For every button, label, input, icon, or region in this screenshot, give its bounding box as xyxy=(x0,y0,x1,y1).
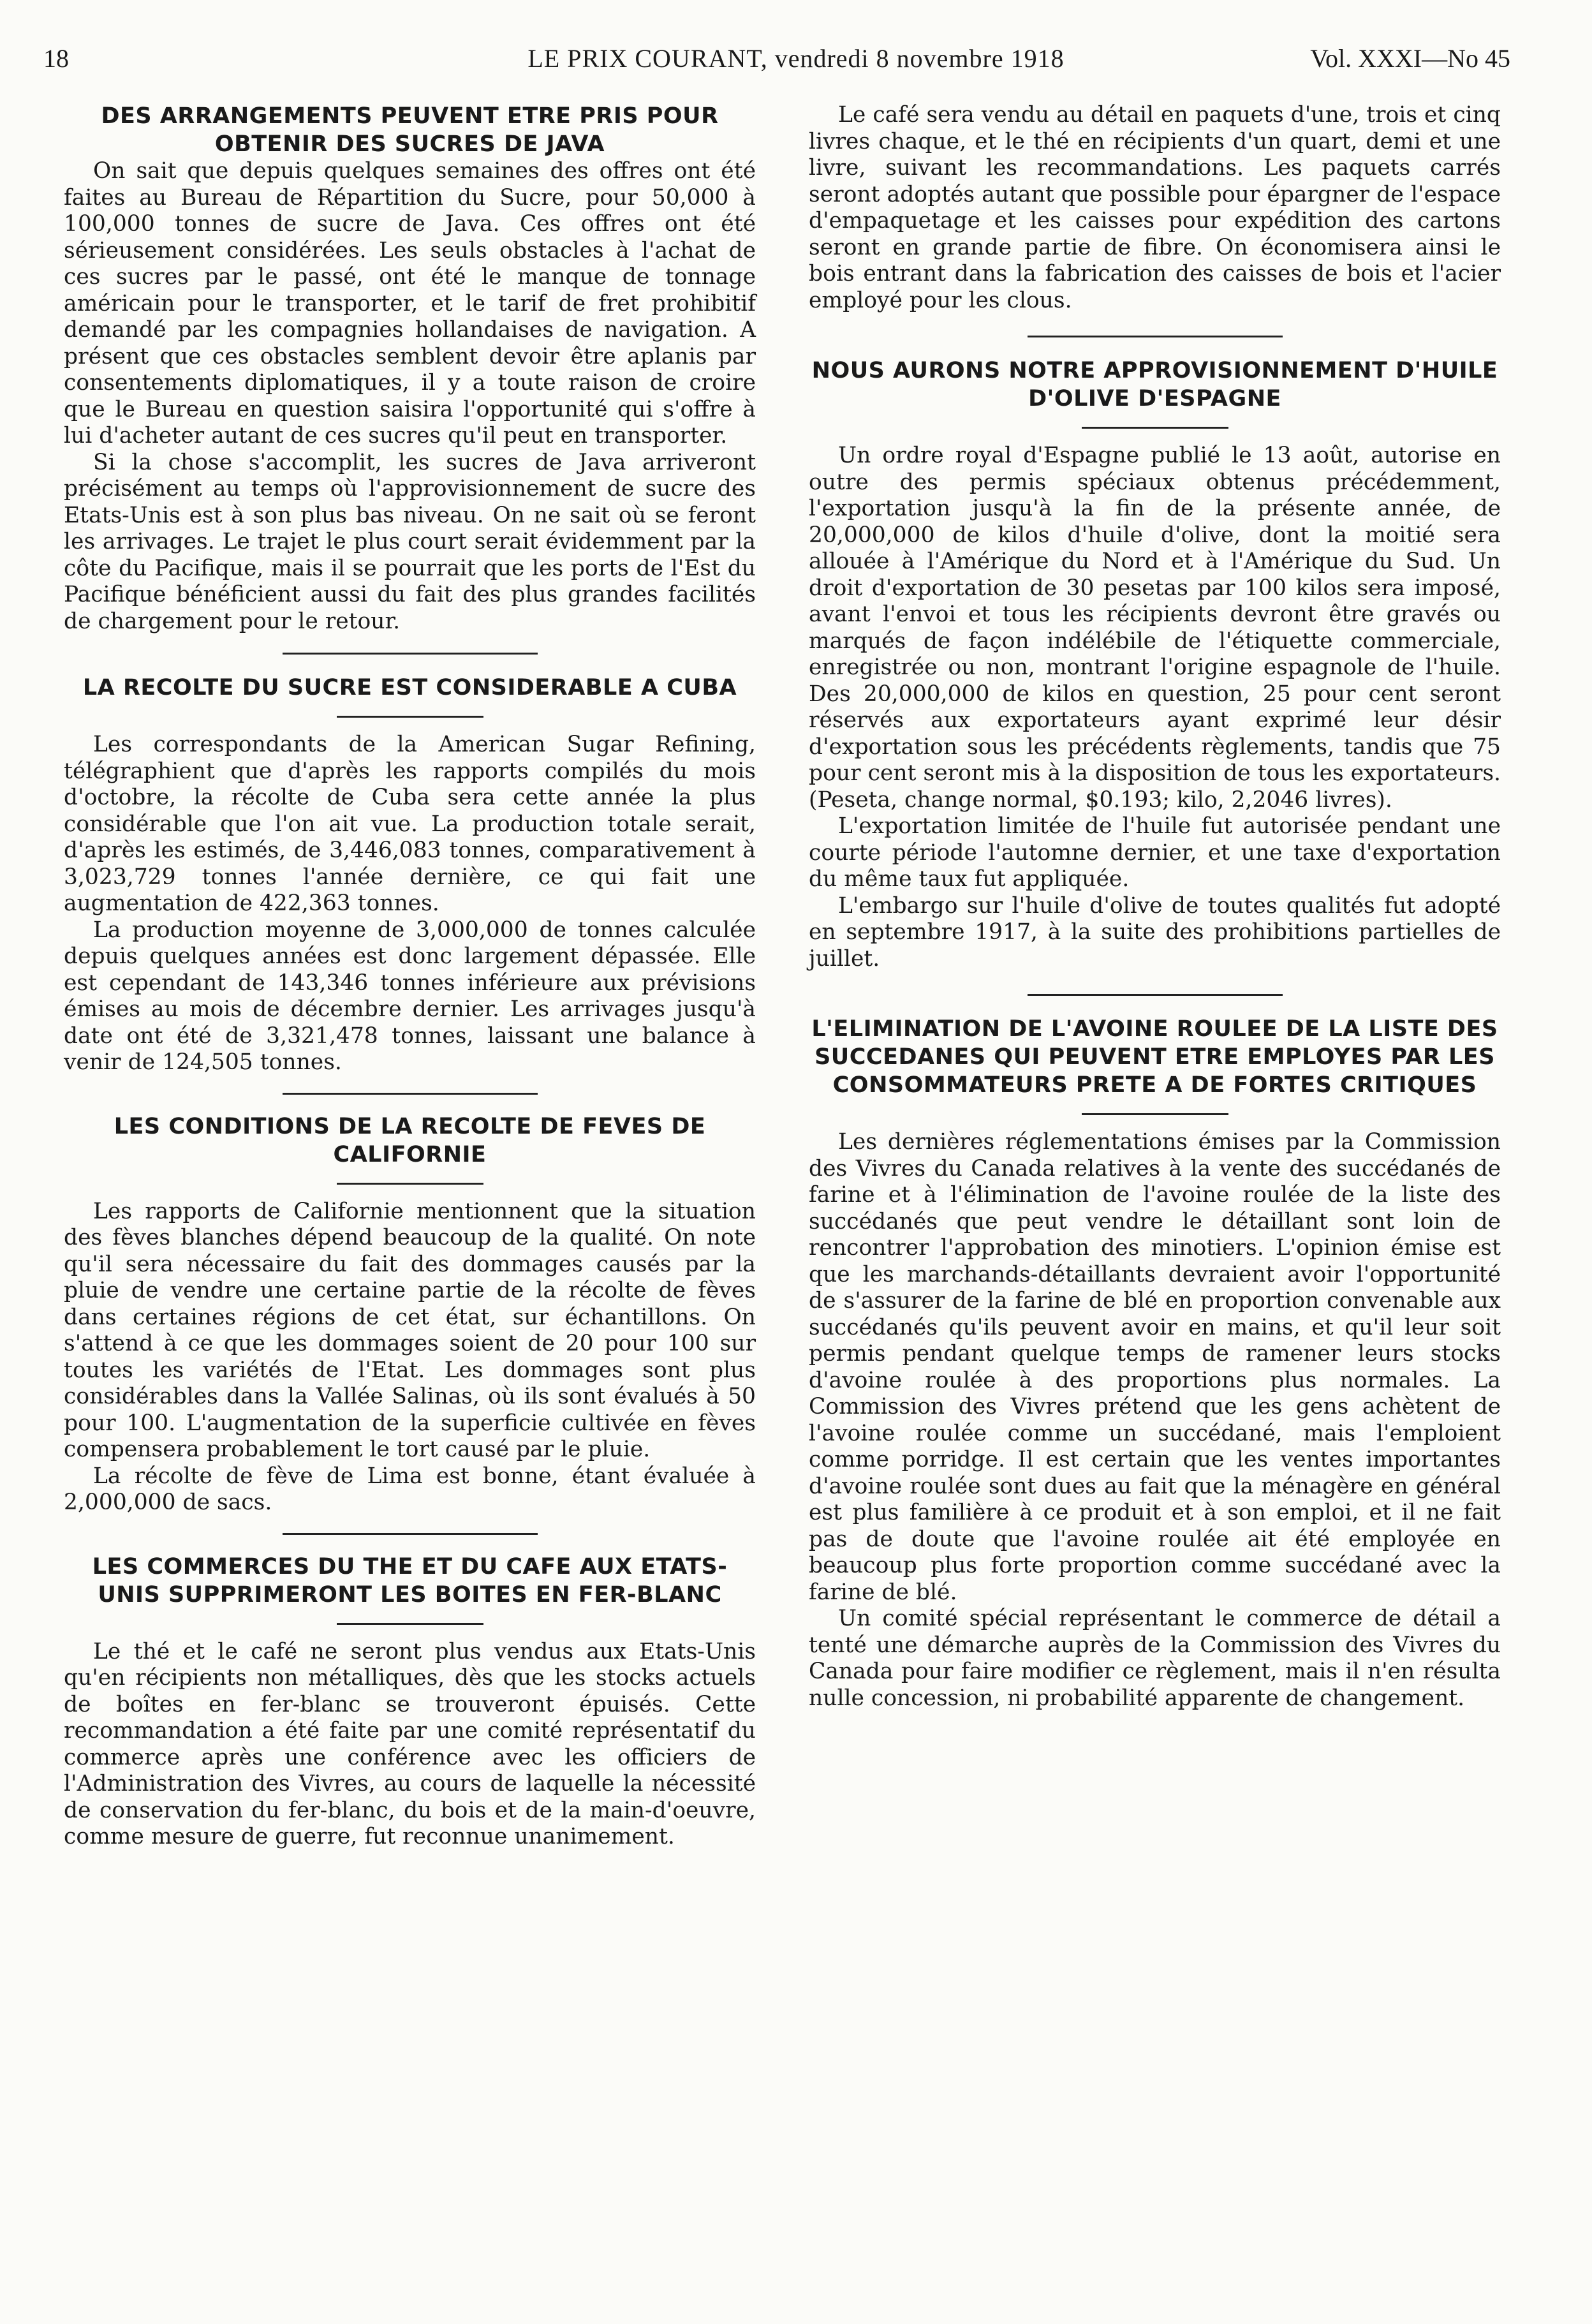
title-rule xyxy=(337,1183,483,1185)
article-paragraph: Un ordre royal d'Espagne publié le 13 août, autorise en outre des permis spéciaux obtenus précédemment, l'exportation jusqu'à la fin de la présente année, de 20,000,000 de kilos d'huile d'olive, dont la moitié sera allouée à l'Amérique du Nord et à l'Amérique du Sud. Un droit d'exportation de 30 pesetas par 100 kilos sera imposé, avant l'envoi et tous les récipients devront être gravés ou marqués de façon indélébile de l'étiquette commerciale, enregistrée ou non, montrant l'origine espagnole de l'huile. Des 20,000,000 de kilos en question, 25 pour cent seront réservés aux exportateurs ayant exprimé leur désir d'exportation sous les précédents règlements, tandis que 75 pour cent seront mis à la disposition de tous les exportateurs. (Peseta, change normal, $0.193; kilo, 2,2046 livres). xyxy=(809,443,1501,813)
article-paragraph: Les correspondants de la American Sugar Refining, télégraphient que d'après les rapports compilés du mois d'octobre, la récolte de Cuba sera cette année la plus considérable que l'on ait vue. La production totale serait, d'après les estimés, de 3,446,083 tonnes, comparativement à 3,023,729 tonnes l'année dernière, ce qui fait une augmentation de 422,363 tonnes. xyxy=(64,732,756,916)
article-paragraph: La récolte de fève de Lima est bonne, étant évaluée à 2,000,000 de sacs. xyxy=(64,1463,756,1515)
article-paragraph: Un comité spécial représentant le commerce de détail a tenté une démarche auprès de la Commission des Vivres du Canada pour faire modifier ce règlement, mais il n'en résulta nulle concession, ni probabilité apparente de changement. xyxy=(809,1606,1501,1711)
article-cuba xyxy=(64,674,756,1076)
article-paragraph: Le thé et le café ne seront plus vendus aux Etats-Unis qu'en récipients non métalliques, dès que les stocks actuels de boîtes en fer-blanc se trouveront épuisés. Cette recommandation a été faite par une comité représentatif du commerce après une conférence avec les officiers de l'Administration des Vivres, au cours de laquelle la nécessité de conservation du fer-blanc, du bois et de la main-d'oeuvre, comme mesure de guerre, fut reconnue unanimement. xyxy=(64,1638,756,1849)
article-title: L'ELIMINATION DE L'AVOINE ROULEE DE LA LISTE DES SUCCEDANES QUI PEUVENT ETRE EMPLOYES PAR LES CONSOMMATEURS PRETE A DE FORTES CRITIQUES xyxy=(811,1016,1498,1098)
article-paragraph: Les dernières réglementations émises par la Commission des Vivres du Canada relatives à la vente des succédanés de farine et à l'élimination de l'avoine roulée de la liste des succédanés que peut vendre le détaillant sont loin de rencontrer l'approbation des minotiers. L'opinion émise est que les marchands-détaillants devraient avoir l'opportunité de s'assurer de la farine de blé en proportion convenable aux succédanés qu'ils peuvent avoir en mains, et qu'il leur soit permis pendant quelque temps de ramener leurs stocks d'avoine roulée à des proportions plus normales. La Commission des Vivres prétend que les gens achètent de l'avoine roulée comme un succédané, mais l'emploient comme porridge. Il est certain que les ventes importantes d'avoine roulée sont dues au fait que la ménagère en général est plus familière à ce produit et à son emploi, et il ne fait pas de doute que l'avoine roulée ait été employée en beaucoup plus forte proportion comme succédané avec la farine de blé. xyxy=(809,1129,1501,1605)
divider xyxy=(283,1093,538,1095)
right-column xyxy=(809,102,1501,1712)
article-feves xyxy=(64,1113,756,1516)
article-title: LES COMMERCES DU THE ET DU CAFE AUX ETATS-UNIS SUPPRIMERONT LES BOITES EN FER-BLANC xyxy=(92,1553,728,1608)
divider xyxy=(1028,336,1283,337)
article-olive xyxy=(809,357,1501,972)
article-title: LES CONDITIONS DE LA RECOLTE DE FEVES DE CALIFORNIE xyxy=(114,1113,706,1167)
article-java xyxy=(64,102,756,635)
article-avoine xyxy=(809,1015,1501,1712)
article-paragraph: La production moyenne de 3,000,000 de tonnes calculée depuis quelques années est donc largement dépassée. Elle est cependant de 143,346 tonnes inférieure aux prévisions émises au mois de décembre dernier. Les arrivages jusqu'à date ont été de 3,321,478 tonnes, laissant une balance à venir de 124,505 tonnes. xyxy=(64,917,756,1075)
article-the-cafe xyxy=(64,1553,756,1851)
page-header xyxy=(0,43,1592,88)
publication-title: LE PRIX COURANT, vendredi 8 novembre 1918 xyxy=(527,44,1065,73)
page-number: 18 xyxy=(43,44,69,73)
volume-number: Vol. XXXI—No 45 xyxy=(1310,44,1510,73)
article-title: DES ARRANGEMENTS PEUVENT ETRE PRIS POUR OBTENIR DES SUCRES DE JAVA xyxy=(101,103,719,157)
article-paragraph: Les rapports de Californie mentionnent que la situation des fèves blanches dépend beaucoup de la qualité. On note qu'il sera nécessaire du fait des dommages causés par la pluie de vendre une certaine partie de la récolte de fèves dans certaines régions de cet état, sur échantillons. On s'attend à ce que les dommages soient de 20 pour 100 sur toutes les variétés de l'Etat. Les dommages sont plus considérables dans la Vallée Salinas, où ils sont évalués à 50 pour 100. L'augmentation de la superficie cultivée en fèves compensera probablement le tort causé par le pluie. xyxy=(64,1198,756,1462)
title-rule xyxy=(337,1623,483,1625)
title-rule xyxy=(1082,427,1228,429)
divider xyxy=(283,1533,538,1535)
article-paragraph: L'exportation limitée de l'huile fut autorisée pendant une courte période l'automne dernier, et une taxe d'exportation du même taux fut appliquée. xyxy=(809,813,1501,892)
title-rule xyxy=(1082,1113,1228,1115)
divider xyxy=(1028,994,1283,996)
divider xyxy=(283,653,538,655)
article-title: NOUS AURONS NOTRE APPROVISIONNEMENT D'HUILE D'OLIVE D'ESPAGNE xyxy=(811,358,1498,411)
article-title: LA RECOLTE DU SUCRE EST CONSIDERABLE A CUBA xyxy=(82,675,737,700)
article-paragraph: On sait que depuis quelques semaines des offres ont été faites au Bureau de Répartition du Sucre, pour 50,000 à 100,000 tonnes de sucre de Java. Ces offres ont été sérieusement considérées. Les seuls obstacles à l'achat de ces sucres par le passé, ont été le manque de tonnage américain pour le transporter, et le tarif de fret prohibitif demandé par les compagnies hollandaises de navigation. A présent que ces obstacles semblent devoir être aplanis par consentements diplomatiques, il y a toute raison de croire que le Bureau en question saisira l'opportunité qui s'offre à lui d'acheter autant de ces sucres qu'il peut en transporter. xyxy=(64,158,756,448)
article-paragraph: Si la chose s'accomplit, les sucres de Java arriveront précisément au temps où l'approvisionnement de sucre des Etats-Unis est à son plus bas niveau. On ne sait où se feront les arrivages. Le trajet le plus court serait évidemment par la côte du Pacifique, mais il se pourrait que les ports de l'Est du Pacifique bénéficient aussi du fait des plus grandes facilités de chargement pour le retour. xyxy=(64,449,756,634)
article-paragraph: Le café sera vendu au détail en paquets d'une, trois et cinq livres chaque, et le thé en récipients d'un quart, demi et une livre, suivant les recommandations. Les paquets carrés seront adoptés autant que possible pour épargner de l'espace d'empaquetage et les caisses pour expédition des cartons seront en grande partie de fibre. On économisera ainsi le bois entrant dans la fabrication des caisses de bois et l'acier employé pour les clous. xyxy=(809,102,1501,313)
left-column xyxy=(64,102,756,1851)
title-rule xyxy=(337,716,483,718)
article-the-cafe-cont xyxy=(809,102,1501,314)
article-paragraph: L'embargo sur l'huile d'olive de toutes qualités fut adopté en septembre 1917, à la suite des prohibitions partielles de juillet. xyxy=(809,892,1501,972)
